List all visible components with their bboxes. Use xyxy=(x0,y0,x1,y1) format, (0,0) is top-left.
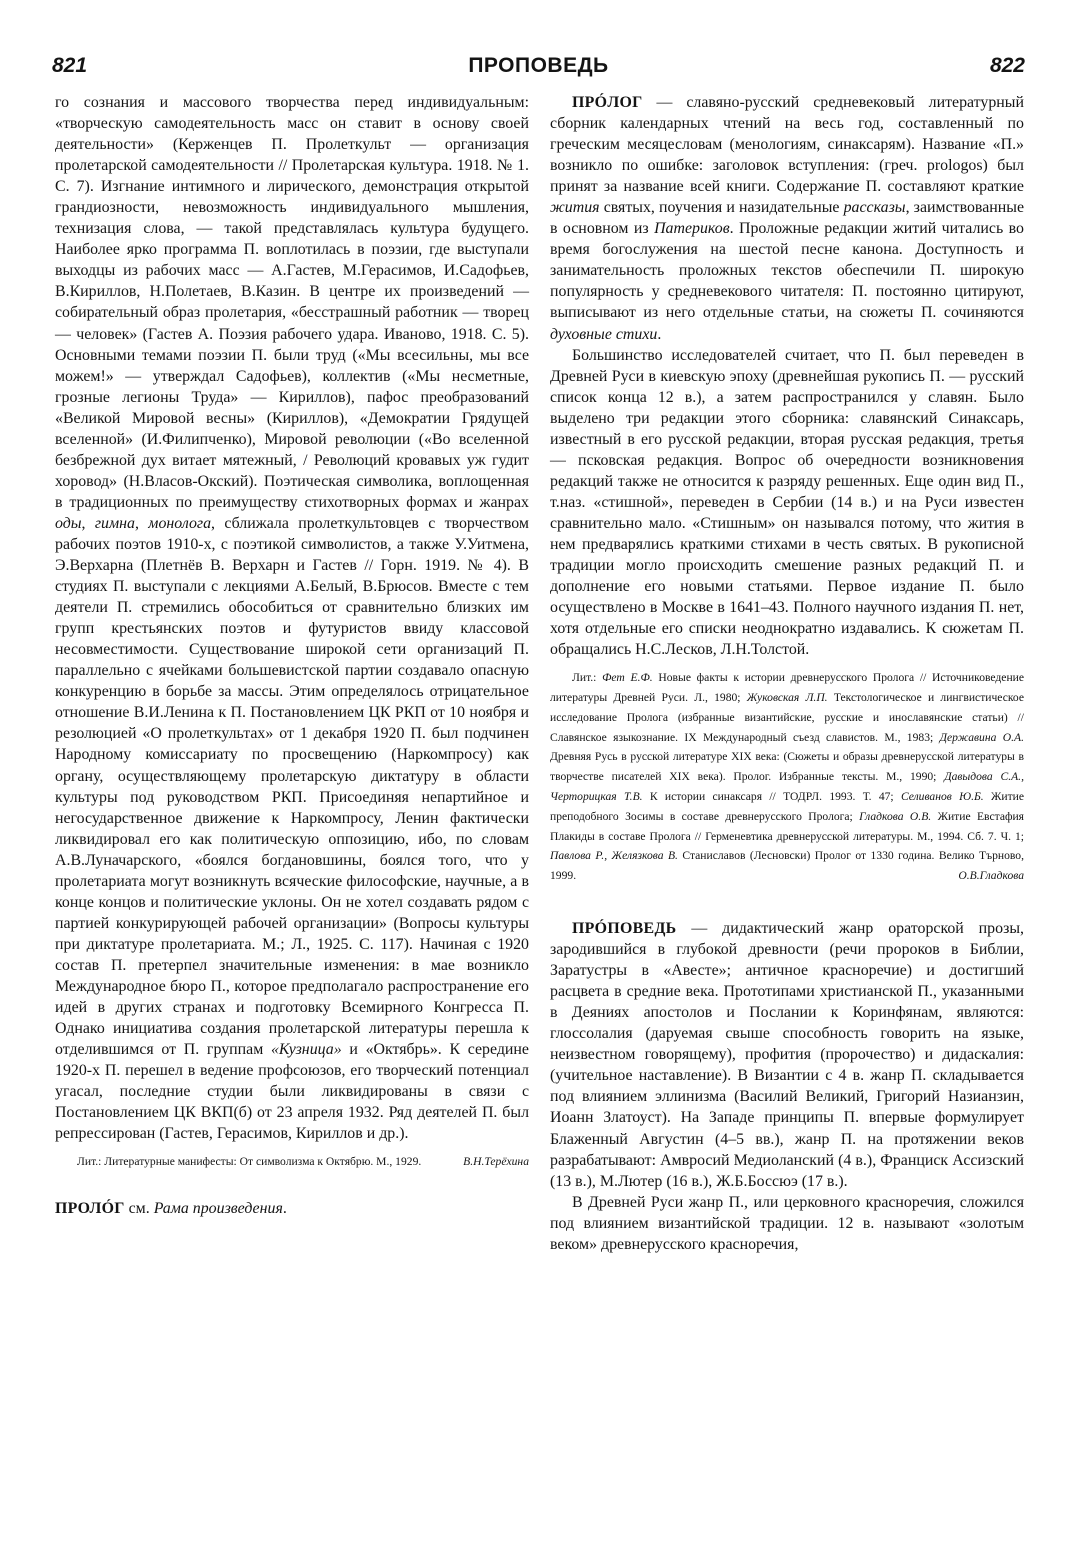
italic-term: гимна xyxy=(94,514,135,532)
left-column xyxy=(55,92,529,1219)
entry-headword: ПРОЛÓГ xyxy=(55,1200,125,1218)
article-author: В.Н.Терёхина xyxy=(463,1155,529,1169)
text-run: Древняя Русь в русской литературе XIX века: (Сюжеты и образы древнерусской литературы в творчестве писателей XIX века). Пролог. Избранные тексты. М., 1990; xyxy=(550,750,1024,784)
text-run: , xyxy=(134,514,149,532)
text-run: Новые факты к истории древнерусского Пролога // Источниковедение литературы Древней Руси. Л., 1980; xyxy=(550,671,1024,705)
text-run: , xyxy=(81,514,95,532)
text-run: Житие Евстафия Плакиды в составе Пролога // Герменевтика древнерусской литературы. М., 1994. Сб. 7. Ч. 1; xyxy=(550,809,1025,843)
text-run: святых, поучения и назидательные xyxy=(599,199,844,217)
text-run: Житие преподобного Зосимы в составе древнерусского Пролога; xyxy=(550,790,1025,823)
text-run: . xyxy=(282,1200,287,1218)
reference-author: Фет Е.Ф. xyxy=(602,671,653,685)
propoved-entry-paragraph-2: В Древней Руси жанр П., или церковного красноречия, сложился под влиянием византийской традиции. 12 в. называют «золотым веком» древнерусского красноречия, xyxy=(550,1193,1024,1253)
page-number-right: 822 xyxy=(989,54,1025,77)
entry-headword: ПРÓЛОГ xyxy=(572,94,643,111)
italic-term: оды xyxy=(55,514,82,532)
prolog-entry-paragraph-1 xyxy=(550,92,1024,345)
cross-reference-link[interactable]: духовные стихи xyxy=(550,325,658,343)
reference-author: Селиванов Ю.Б. xyxy=(900,790,984,804)
cross-reference-link[interactable]: рассказы xyxy=(843,199,906,217)
text-run: , заимствованные в основном из xyxy=(550,199,1024,238)
reference-author: Гладкова О.В. xyxy=(859,809,932,823)
prolog-cross-reference xyxy=(55,1198,529,1219)
cross-reference-link[interactable]: Патериков xyxy=(654,220,730,238)
cross-reference-link[interactable]: Рама произведения xyxy=(153,1200,283,1218)
proletkult-article-continuation xyxy=(55,92,529,1144)
literature-list xyxy=(550,668,1024,886)
page-header xyxy=(52,54,1025,86)
reference-author: Павлова Р., Желязкова В. xyxy=(550,849,678,863)
text-run: К истории синаксаря // ТОДРЛ. 1993. Т. 47; xyxy=(642,790,901,804)
text-run: . Проложные редакции житий читались во время богослужения на шестой песне канона. Доступность и занимательность проложных текстов обеспечили П. широкую популярность у средневекового читателя: П. постоянно цитируют, выписывают из него отдельные статьи, на сюжеты П. сочиняются xyxy=(550,220,1024,322)
prolog-entry-paragraph-2: Большинство исследователей считает, что П. был переведен в Древней Руси в киевскую эпоху (древнейшая рукопись П. — русский список конца 12 в.), а затем распространился у славян. Было выделено три редакции этого сборника: славянский Синаксарь, известный в его русской редакции, вторая русская редакция, третья — псковская редакция. Вопрос об очередности возникновения редакций также не относится к разряду решенных. Еще один вид П., т.наз. «стишной», переведен в Сербии (14 в.) и на Руси известен сравнительно мало. «Стишным» он назывался потому, что жития в нем предварялись краткими стихами в честь святых. В рукописной традиции могло происходить смешение разных редакций П. и дополнение его новыми статьями. Первое издание П. было осуществлено в Москве в 1641–43. Полного научного издания П. нет, хотя отдельные его списки неоднократно издавались. К сюжетам П. обращались Н.С.Лесков, Л.Н.Толстой. xyxy=(550,346,1024,659)
literature-list xyxy=(55,1152,529,1172)
text-run: , сближала пролеткультовцев с творчеством рабочих поэтов 1910-х, с поэтикой символистов, а также У.Уитмена, Э.Верхарна (Плетнёв В. Верхарн и Гастев // Горн. 1919. № 4). В студиях П. выступали с лекциями А.Белый, В.Брюсов. Вместе с тем деятели П. стремились обособиться от сравнительно близких им групп крестьянских поэтов и футуристов ввиду классовой несовместимости. Существование широкой сети организаций П. параллельно с ячейками большевистской партии создавало опасную конкуренцию в борьбе за массы. Этим определялось отрицательное отношение В.И.Ленина к П. Постановлением ЦК РКП от 10 ноября и резолюцией «О пролеткультах» от 1 декабря 1920 П. был подчинен Народному комиссариату по просвещению (Наркомпросу) как органу, осуществляющему пролетарскую диктатуру в области культуры под руководством РКП. Присоединяя непартийное и негосударственное движение к Наркомпросу, Ленин фактически ликвидировал его как политическую оппозицию, ибо, по словам А.В.Луначарского, «боялся богдановшины, боялся того, что у пролетариата могут возникнуть всяческие философские, научные, а в конце концов и политические уклоны. Он не хотел создавать рядом с партией конкурирующей рабочей организации» (Вопросы культуры при диктатуре пролетариата. М.; Л., 1925. С. 117). Начиная с 1920 состав П. претерпел значительные изменения: в мае возникло Международное бюро П., которое предполагало распространение его идей в других странах и подготовку Всемирного Конгресса П. Однако инициатива создания пролетарской литературы перешла к отделившимся от П. группам xyxy=(55,514,529,1059)
text-run: Станиславов (Лесновски) Пролог от 1330 година. Велико Търново, 1999. xyxy=(550,849,1024,883)
entry-headword: ПРÓПОВЕДЬ xyxy=(572,920,677,938)
text-run: го сознания и массового творчества перед индивидуальным: «творческую самодеятельность масс он ставит в основу своей деятельности» (Керженцев П. Пролеткульт — организация пролетарской самодеятельности // Пролетарская культура. 1918. № 1. С. 7). Изгнание интимного и лирического, демонстрация открытой грандиозности, невозможность индивидуального мышления, технизация слова, — такой представлялась культура будущего. Наиболее ярко программа П. воплотилась в поэзии, где выступали выходцы из рабочих масс — А.Гастев, М.Герасимов, И.Садофьев, В.Кириллов, Н.Полетаев, В.Казин. В центре их произведений — собирательный образ пролетария, «бесстрашный работник — творец — человек» (Гастев А. Поэзия рабочего удара. Иваново, 1918. С. 5). Основными темами поэзии П. были труд («Мы всесильны, мы все можем!» — утверждал Садофьев), коллектив («Мы несметные, грозные легионы Труда» — Кириллов), пафос преобразований «Великой Мировой весны» (Кириллов), «Демократии Грядущей вселенной» (И.Филипченко), Мировой революции («Во вселенной безбрежной дух витает мятежный, / Революций кровавых уж гудит хоровод» (Н.Власов-Окский). Поэтическая символика, воплощенная в традиционных по преимуществу стихотворных формах и жанрах xyxy=(55,94,529,511)
propoved-entry-paragraph-1 xyxy=(550,918,1024,1192)
text-run: . xyxy=(657,325,662,343)
reference-author: Жуковская Л.П. xyxy=(746,691,828,705)
reference-author: Давыдова С.А., Черторицкая Т.В. xyxy=(550,770,1024,804)
text-run: — славяно-русский средневековый литературный сборник календарных чтений на весь год, составленный по греческим месяцесловам (менологиям, синаксарям). Название «П.» возникло по ошибке: заголовок вступления: (греч. prologos) был принят за название всей книги. Содержание П. составляют краткие xyxy=(550,94,1024,196)
entry-spacer xyxy=(55,1172,529,1198)
text-run: — дидактический жанр ораторской прозы, зародившийся в глубокой древности (речи пророков в Библии, Заратустры в «Авесте»; античное красноречие) и достигший расцвета в средние века. Прототипами христианской П., указанными в Деяниях апостолов и Послании к Коринфянам, являются: глоссолалия (даруемая свыше способность говорить на языке, неизвестном говорящему), профития (пророчество) и дидаскалия: (учительное наставление). В Византии с 4 в. жанр П. складывается под влиянием эллинизма (Василий Великий, Григорий Назианзин, Иоанн Златоуст). На Западе принципы П. впервые формулирует Блаженный Августин (4–5 вв.), жанр П. на протяжении веков разрабатывают: Амвросий Медиоланский (4 в.), Франциск Ассизский (13 в.), М.Лютер (16 в.), Ж.Б.Боссюэ (17 в.). xyxy=(550,920,1024,1190)
running-title: ПРОПОВЕДЬ xyxy=(468,54,609,77)
text-run: Текстологическое и лингвистическое исследование Пролога (избранные византийские, русские и инославянские статьи) // Славянское языкознание. IX Международный съезд славистов. М., 1983; xyxy=(550,691,1025,744)
cross-reference-link[interactable]: жития xyxy=(550,199,600,217)
text-run: и «Октябрь». К середине 1920-х П. перешел в ведение профсоюзов, его творческий потенциал угасал, последние студии были ликвидированы в связи с Постановлением ЦК ВКП(б) от 23 апреля 1932. Ряд деятелей П. был репрессирован (Гастев, Герасимов, Кириллов и др.). xyxy=(55,1041,529,1143)
reference-author: Державина О.А. xyxy=(939,730,1024,744)
entry-spacer xyxy=(550,886,1024,918)
italic-term: монолога xyxy=(148,514,212,532)
literature-text: Лит.: Литературные манифесты: От символизма к Октябрю. М., 1929. xyxy=(77,1155,422,1169)
article-author: О.В.Гладкова xyxy=(958,869,1024,883)
italic-term: «Кузница» xyxy=(270,1041,342,1059)
text-run: Лит.: xyxy=(572,671,603,685)
page-number-left: 821 xyxy=(52,54,88,77)
right-column xyxy=(550,92,1024,1255)
text-run: см. xyxy=(124,1200,154,1218)
